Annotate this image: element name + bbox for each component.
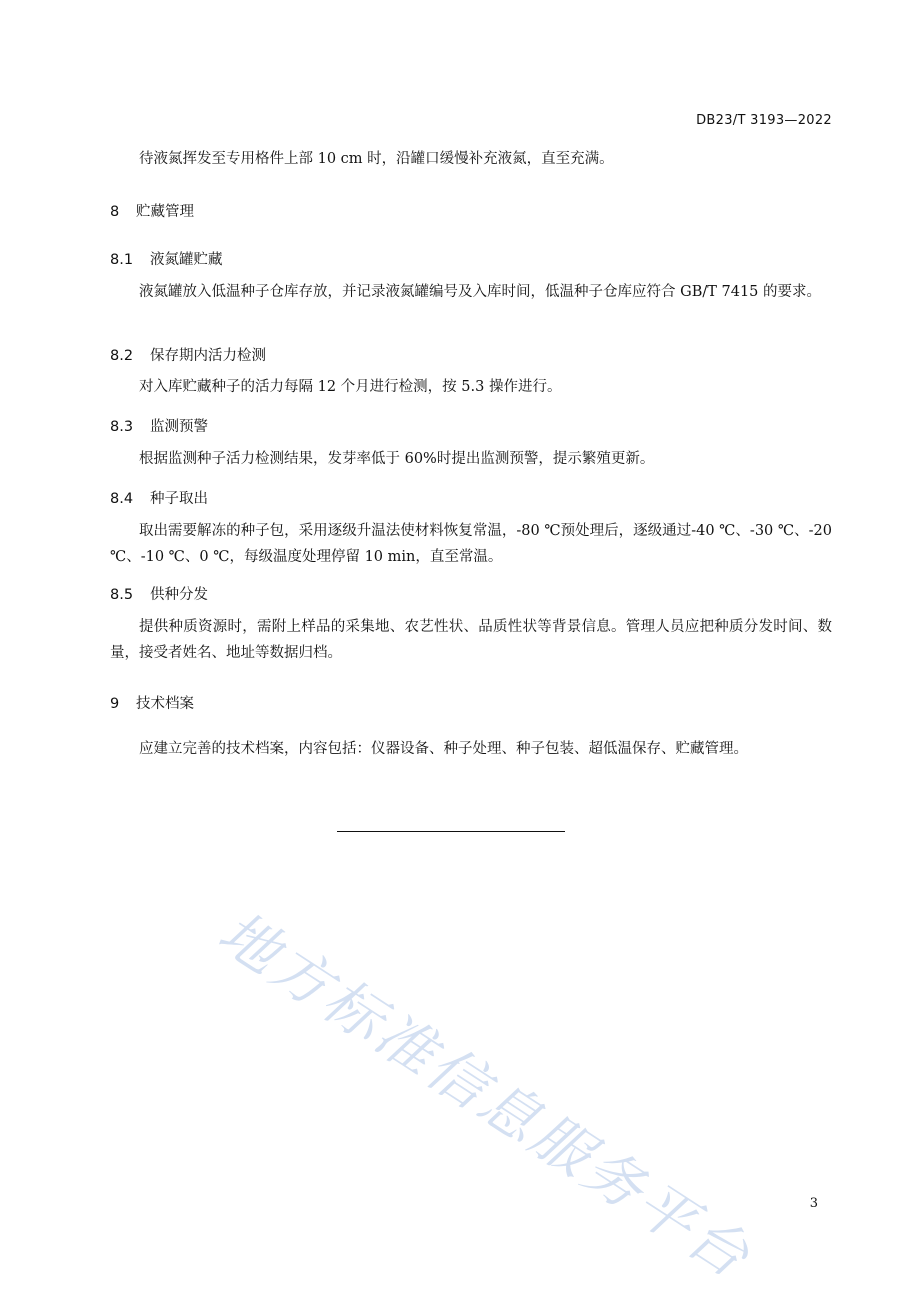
section-number: 8 [110,204,120,220]
document-code: DB23/T 3193—2022 [696,113,832,128]
subsection-8-4-heading: 8.4 种子取出 [110,491,208,507]
section-9-heading [110,692,832,713]
section-9-text: 应建立完善的技术档案，内容包括：仪器设备、种子处理、种子包装、超低温保存、贮藏管理。 [139,741,748,757]
subsection-8-4-text: 取出需要解冻的种子包，采用逐级升温法使材料恢复常温，-80 ℃预处理后，逐级通过-40 ℃、-30 ℃、-20 ℃、-10 ℃、0 ℃，每级温度处理停留 10 min，直至常温。 [110,523,832,565]
subsection-8-1-heading: 8.1 液氮罐贮藏 [110,252,223,268]
section-title: 贮藏管理 [136,204,194,220]
subsection-8-3-text: 根据监测种子活力检测结果，发芽率低于 60%时提出监测预警，提示繁殖更新。 [139,451,655,467]
section-number: 9 [110,696,120,712]
subsection-8-5-heading: 8.5 供种分发 [110,587,208,603]
subsection-8-1-text: 液氮罐放入低温种子仓库存放，并记录液氮罐编号及入库时间，低温种子仓库应符合 GB/T 7415 的要求。 [139,284,822,300]
page-number: 3 [809,1196,818,1211]
subsection-8-3-heading: 8.3 监测预警 [110,419,208,435]
end-rule [337,831,565,832]
section-title: 技术档案 [136,696,194,712]
section-8-heading [110,200,832,221]
continuation-paragraph: 待液氮挥发至专用格件上部 10 cm 时，沿罐口缓慢补充液氮，直至充满。 [139,151,614,167]
subsection-8-2-text: 对入库贮藏种子的活力每隔 12 个月进行检测，按 5.3 操作进行。 [139,379,562,395]
subsection-8-2-heading: 8.2 保存期内活力检测 [110,348,266,364]
subsection-8-5-text: 提供种质资源时，需附上样品的采集地、农艺性状、品质性状等背景信息。管理人员应把种质分发时间、数量，接受者姓名、地址等数据归档。 [110,619,832,661]
watermark: 地方标准信息服务平台 [206,897,764,1293]
